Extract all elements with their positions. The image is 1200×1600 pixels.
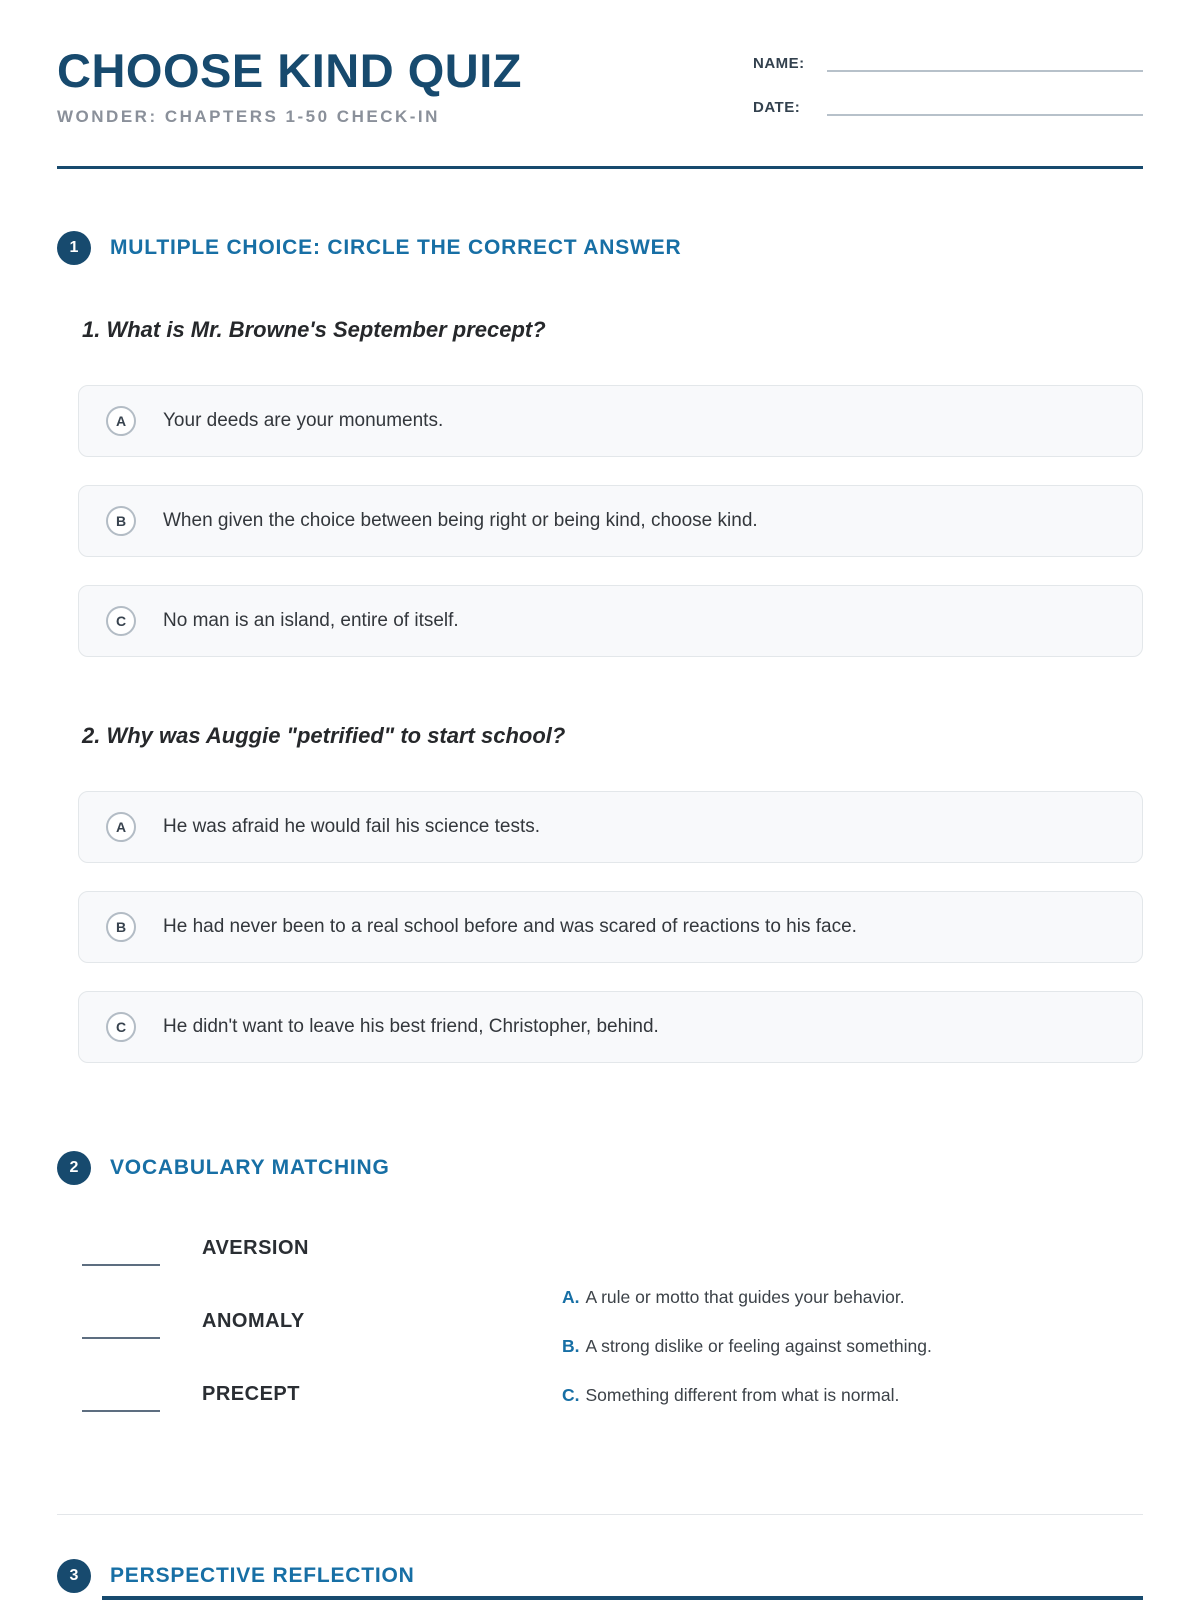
question-1-option-a[interactable] bbox=[78, 385, 1143, 457]
definition-text: A strong dislike or feeling against something. bbox=[585, 1336, 932, 1356]
reflection-answer-line[interactable] bbox=[102, 1596, 1143, 1600]
question-1-option-b[interactable] bbox=[78, 485, 1143, 557]
section-1-header bbox=[57, 231, 1143, 265]
name-input-line[interactable] bbox=[827, 54, 1143, 72]
term-answer-line[interactable] bbox=[82, 1264, 160, 1266]
terms-column bbox=[82, 1237, 562, 1456]
section-2-header bbox=[57, 1151, 1143, 1185]
question-1-text: 1. What is Mr. Browne's September precept? bbox=[82, 317, 546, 342]
term-row-precept bbox=[82, 1383, 562, 1406]
term-label: PRECEPT bbox=[202, 1383, 300, 1405]
definition-letter: C. bbox=[562, 1385, 580, 1405]
vocabulary-matching bbox=[57, 1237, 1143, 1456]
option-text: He didn't want to leave his best friend, Christopher, behind. bbox=[163, 1016, 659, 1037]
page-header bbox=[57, 46, 1143, 142]
definition-c bbox=[562, 1385, 932, 1406]
title-block bbox=[57, 46, 522, 127]
option-letter-badge: A bbox=[106, 406, 136, 436]
option-text: No man is an island, entire of itself. bbox=[163, 610, 459, 631]
definition-text: Something different from what is normal. bbox=[585, 1385, 900, 1405]
section-3-title: PERSPECTIVE REFLECTION bbox=[110, 1564, 415, 1587]
section-1-badge: 1 bbox=[57, 231, 91, 265]
section-1-title: MULTIPLE CHOICE: CIRCLE THE CORRECT ANSWER bbox=[110, 236, 682, 259]
term-answer-line[interactable] bbox=[82, 1337, 160, 1339]
option-text: When given the choice between being right or being kind, choose kind. bbox=[163, 510, 758, 531]
question-2-options bbox=[78, 791, 1143, 1063]
term-row-aversion bbox=[82, 1237, 562, 1260]
definition-letter: A. bbox=[562, 1287, 580, 1307]
question-2-option-c[interactable] bbox=[78, 991, 1143, 1063]
option-text: He had never been to a real school before and was scared of reactions to his face. bbox=[163, 916, 857, 937]
date-field-row bbox=[753, 98, 1143, 116]
option-letter-badge: C bbox=[106, 1012, 136, 1042]
option-text: Your deeds are your monuments. bbox=[163, 410, 444, 431]
option-letter-badge: B bbox=[106, 506, 136, 536]
term-label: AVERSION bbox=[202, 1237, 309, 1259]
header-divider bbox=[57, 166, 1143, 169]
definitions-column bbox=[562, 1287, 932, 1406]
name-label: NAME: bbox=[753, 55, 805, 72]
name-date-block bbox=[753, 46, 1143, 142]
option-letter-badge: A bbox=[106, 812, 136, 842]
date-label: DATE: bbox=[753, 99, 801, 116]
section-divider bbox=[57, 1514, 1143, 1515]
question-2-option-a[interactable] bbox=[78, 791, 1143, 863]
quiz-subtitle: WONDER: CHAPTERS 1-50 CHECK-IN bbox=[57, 107, 440, 127]
definition-a bbox=[562, 1287, 932, 1308]
term-row-anomaly bbox=[82, 1310, 562, 1333]
section-2-badge: 2 bbox=[57, 1151, 91, 1185]
option-letter-badge: B bbox=[106, 912, 136, 942]
section-3-header bbox=[57, 1559, 1143, 1593]
term-label: ANOMALY bbox=[202, 1310, 305, 1332]
question-2-option-b[interactable] bbox=[78, 891, 1143, 963]
question-1-options bbox=[78, 385, 1143, 657]
section-2-title: VOCABULARY MATCHING bbox=[110, 1156, 390, 1179]
definition-text: A rule or motto that guides your behavior. bbox=[585, 1287, 905, 1307]
term-answer-line[interactable] bbox=[82, 1410, 160, 1412]
definition-b bbox=[562, 1336, 932, 1357]
definition-letter: B. bbox=[562, 1336, 580, 1356]
quiz-title: CHOOSE KIND QUIZ bbox=[57, 44, 522, 97]
question-2-text: 2. Why was Auggie "petrified" to start school? bbox=[82, 723, 566, 748]
option-text: He was afraid he would fail his science tests. bbox=[163, 816, 541, 837]
date-input-line[interactable] bbox=[827, 98, 1143, 116]
name-field-row bbox=[753, 54, 1143, 72]
option-letter-badge: C bbox=[106, 606, 136, 636]
section-3-badge: 3 bbox=[57, 1559, 91, 1593]
question-1-option-c[interactable] bbox=[78, 585, 1143, 657]
